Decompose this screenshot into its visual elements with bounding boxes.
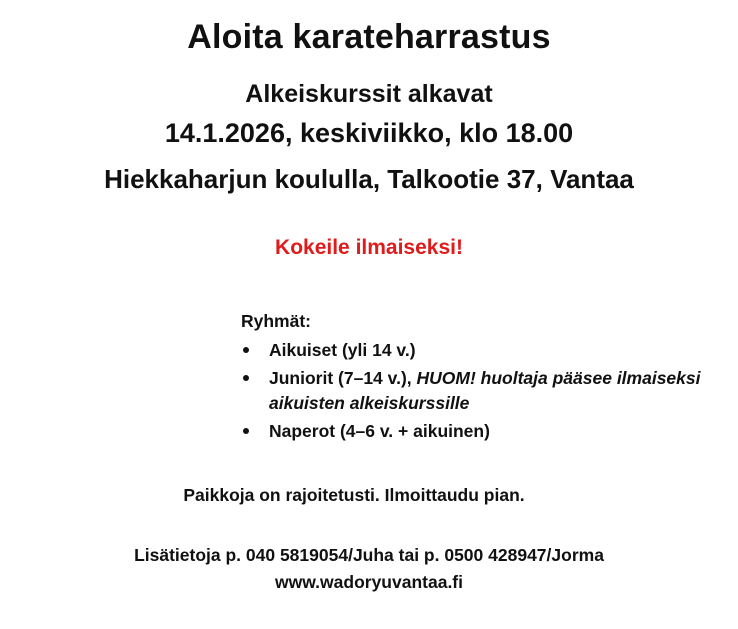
group-label: Juniorit (7–14 v.), <box>269 368 417 388</box>
course-location: Hiekkaharjun koululla, Talkootie 37, Vantaa <box>104 164 634 194</box>
list-item <box>241 366 721 416</box>
groups-section <box>241 311 721 447</box>
limited-spots-notice: Paikkoja on rajoitetusti. Ilmoittaudu pian. <box>183 485 525 505</box>
contact-info: Lisätietoja p. 040 5819054/Juha tai p. 0500 428947/Jorma <box>134 545 604 565</box>
groups-list <box>241 338 721 444</box>
website-link[interactable]: www.wadoryuvantaa.fi <box>274 572 463 592</box>
group-label: Naperot (4–6 v. + aikuinen) <box>269 421 490 441</box>
group-note: HUOM! huoltaja pääsee ilmaiseksi aikuisten alkeiskurssille <box>269 368 701 413</box>
groups-heading: Ryhmät: <box>241 311 312 331</box>
group-label: Aikuiset (yli 14 v.) <box>269 340 416 360</box>
bullet-icon <box>243 428 249 434</box>
poster-subtitle: Alkeiskurssit alkavat <box>245 80 493 108</box>
course-date: 14.1.2026, keskiviikko, klo 18.00 <box>164 118 574 148</box>
poster-title: Aloita karateharrastus <box>187 18 551 56</box>
bullet-icon <box>243 375 249 381</box>
list-item <box>241 338 721 363</box>
bullet-icon <box>243 347 249 353</box>
free-trial-callout: Kokeile ilmaiseksi! <box>275 236 463 259</box>
list-item <box>241 419 721 444</box>
